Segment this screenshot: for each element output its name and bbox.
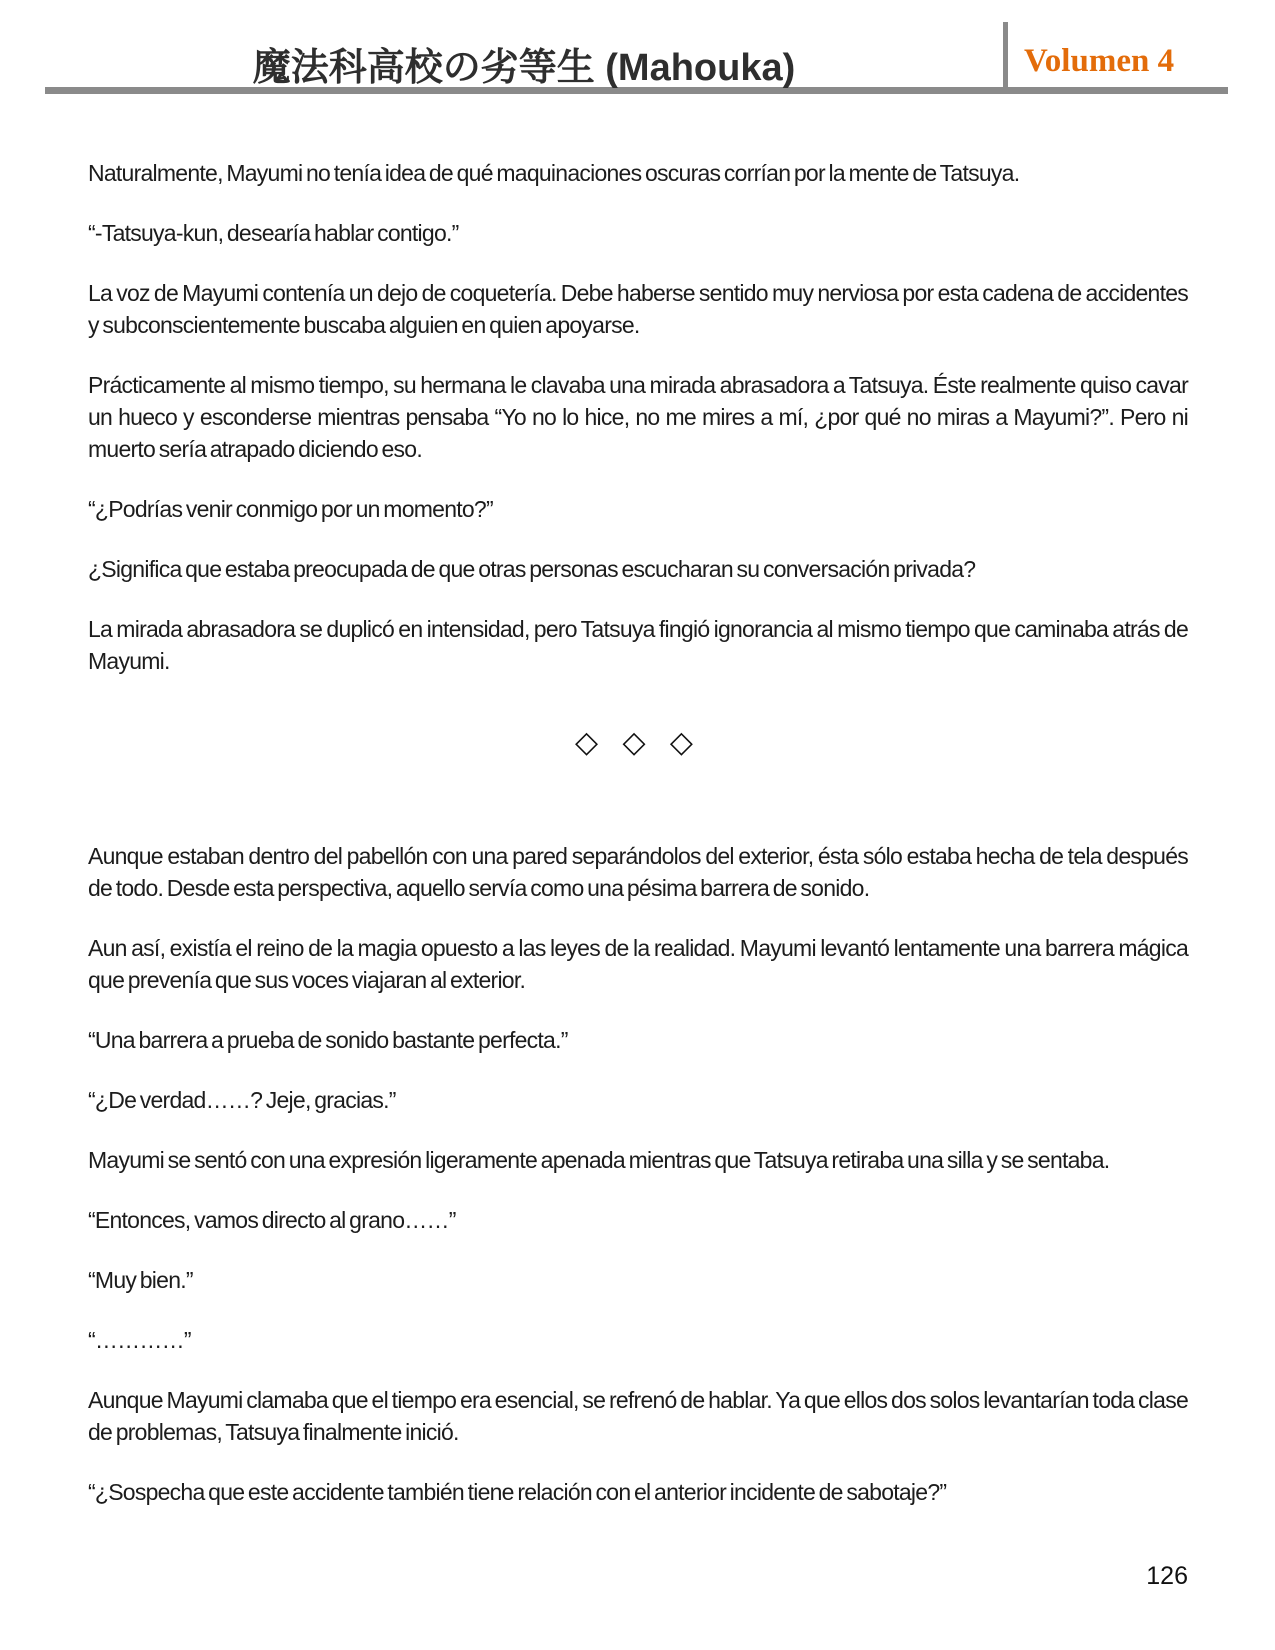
paragraph: Mayumi se sentó con una expresión ligeramente apenada mientras que Tatsuya retiraba una silla y se sentaba.	[88, 1147, 1110, 1173]
page-header	[45, 22, 1228, 94]
header-volume-cell	[1003, 22, 1228, 87]
paragraph: “Una barrera a prueba de sonido bastante perfecta.”	[88, 1027, 568, 1053]
paragraph: “Muy bien.”	[88, 1267, 193, 1293]
paragraph: Prácticamente al mismo tiempo, su hermana le clavaba una mirada abrasadora a Tatsuya. Éste realmente quiso cavar un hueco y esconderse mientras pensaba “Yo no lo hice, no me mires a mí, ¿por qué no miras a Mayumi?”. Pero ni muerto sería atrapado diciendo eso.	[88, 372, 1188, 462]
page-body	[88, 94, 1188, 1508]
paragraph: “Entonces, vamos directo al grano……”	[88, 1207, 456, 1233]
paragraph: Aunque Mayumi clamaba que el tiempo era esencial, se refrenó de hablar. Ya que ellos dos solos levantarían toda clase de problemas, Tatsuya finalmente inició.	[88, 1387, 1188, 1445]
paragraph: Aunque estaban dentro del pabellón con una pared separándolos del exterior, ésta sólo estaba hecha de tela después de todo. Desde esta perspectiva, aquello servía como una pésima barrera de sonido.	[88, 843, 1188, 901]
paragraph: “¿Podrías venir conmigo por un momento?”	[88, 496, 493, 522]
paragraph: “¿Sospecha que este accidente también tiene relación con el anterior incidente de sabotaje?”	[88, 1479, 947, 1505]
page-title: 魔法科高校の劣等生 (Mahouka)	[252, 47, 796, 89]
paragraph: Naturalmente, Mayumi no tenía idea de qué maquinaciones oscuras corrían por la mente de Tatsuya.	[88, 160, 1020, 186]
page-number: 126	[1146, 1562, 1188, 1590]
paragraph: La voz de Mayumi contenía un dejo de coquetería. Debe haberse sentido muy nerviosa por esta cadena de accidentes y subconscientemente buscaba alguien en quien apoyarse.	[88, 280, 1188, 338]
paragraph: “¿De verdad……? Jeje, gracias.”	[88, 1087, 396, 1113]
paragraph: “…………”	[88, 1327, 191, 1353]
scene-separator: ◇ ◇ ◇	[575, 726, 701, 759]
paragraph: Aun así, existía el reino de la magia opuesto a las leyes de la realidad. Mayumi levantó lentamente una barrera mágica que prevenía que sus voces viajaran al exterior.	[88, 935, 1188, 993]
paragraph: ¿Significa que estaba preocupada de que otras personas escucharan su conversación privada?	[88, 556, 976, 582]
paragraph: “-Tatsuya-kun, desearía hablar contigo.”	[88, 220, 459, 246]
header-title-cell	[45, 22, 1003, 87]
paragraph: La mirada abrasadora se duplicó en intensidad, pero Tatsuya fingió ignorancia al mismo tiempo que caminaba atrás de Mayumi.	[88, 616, 1188, 674]
volume-label: Volumen 4	[1024, 43, 1175, 79]
